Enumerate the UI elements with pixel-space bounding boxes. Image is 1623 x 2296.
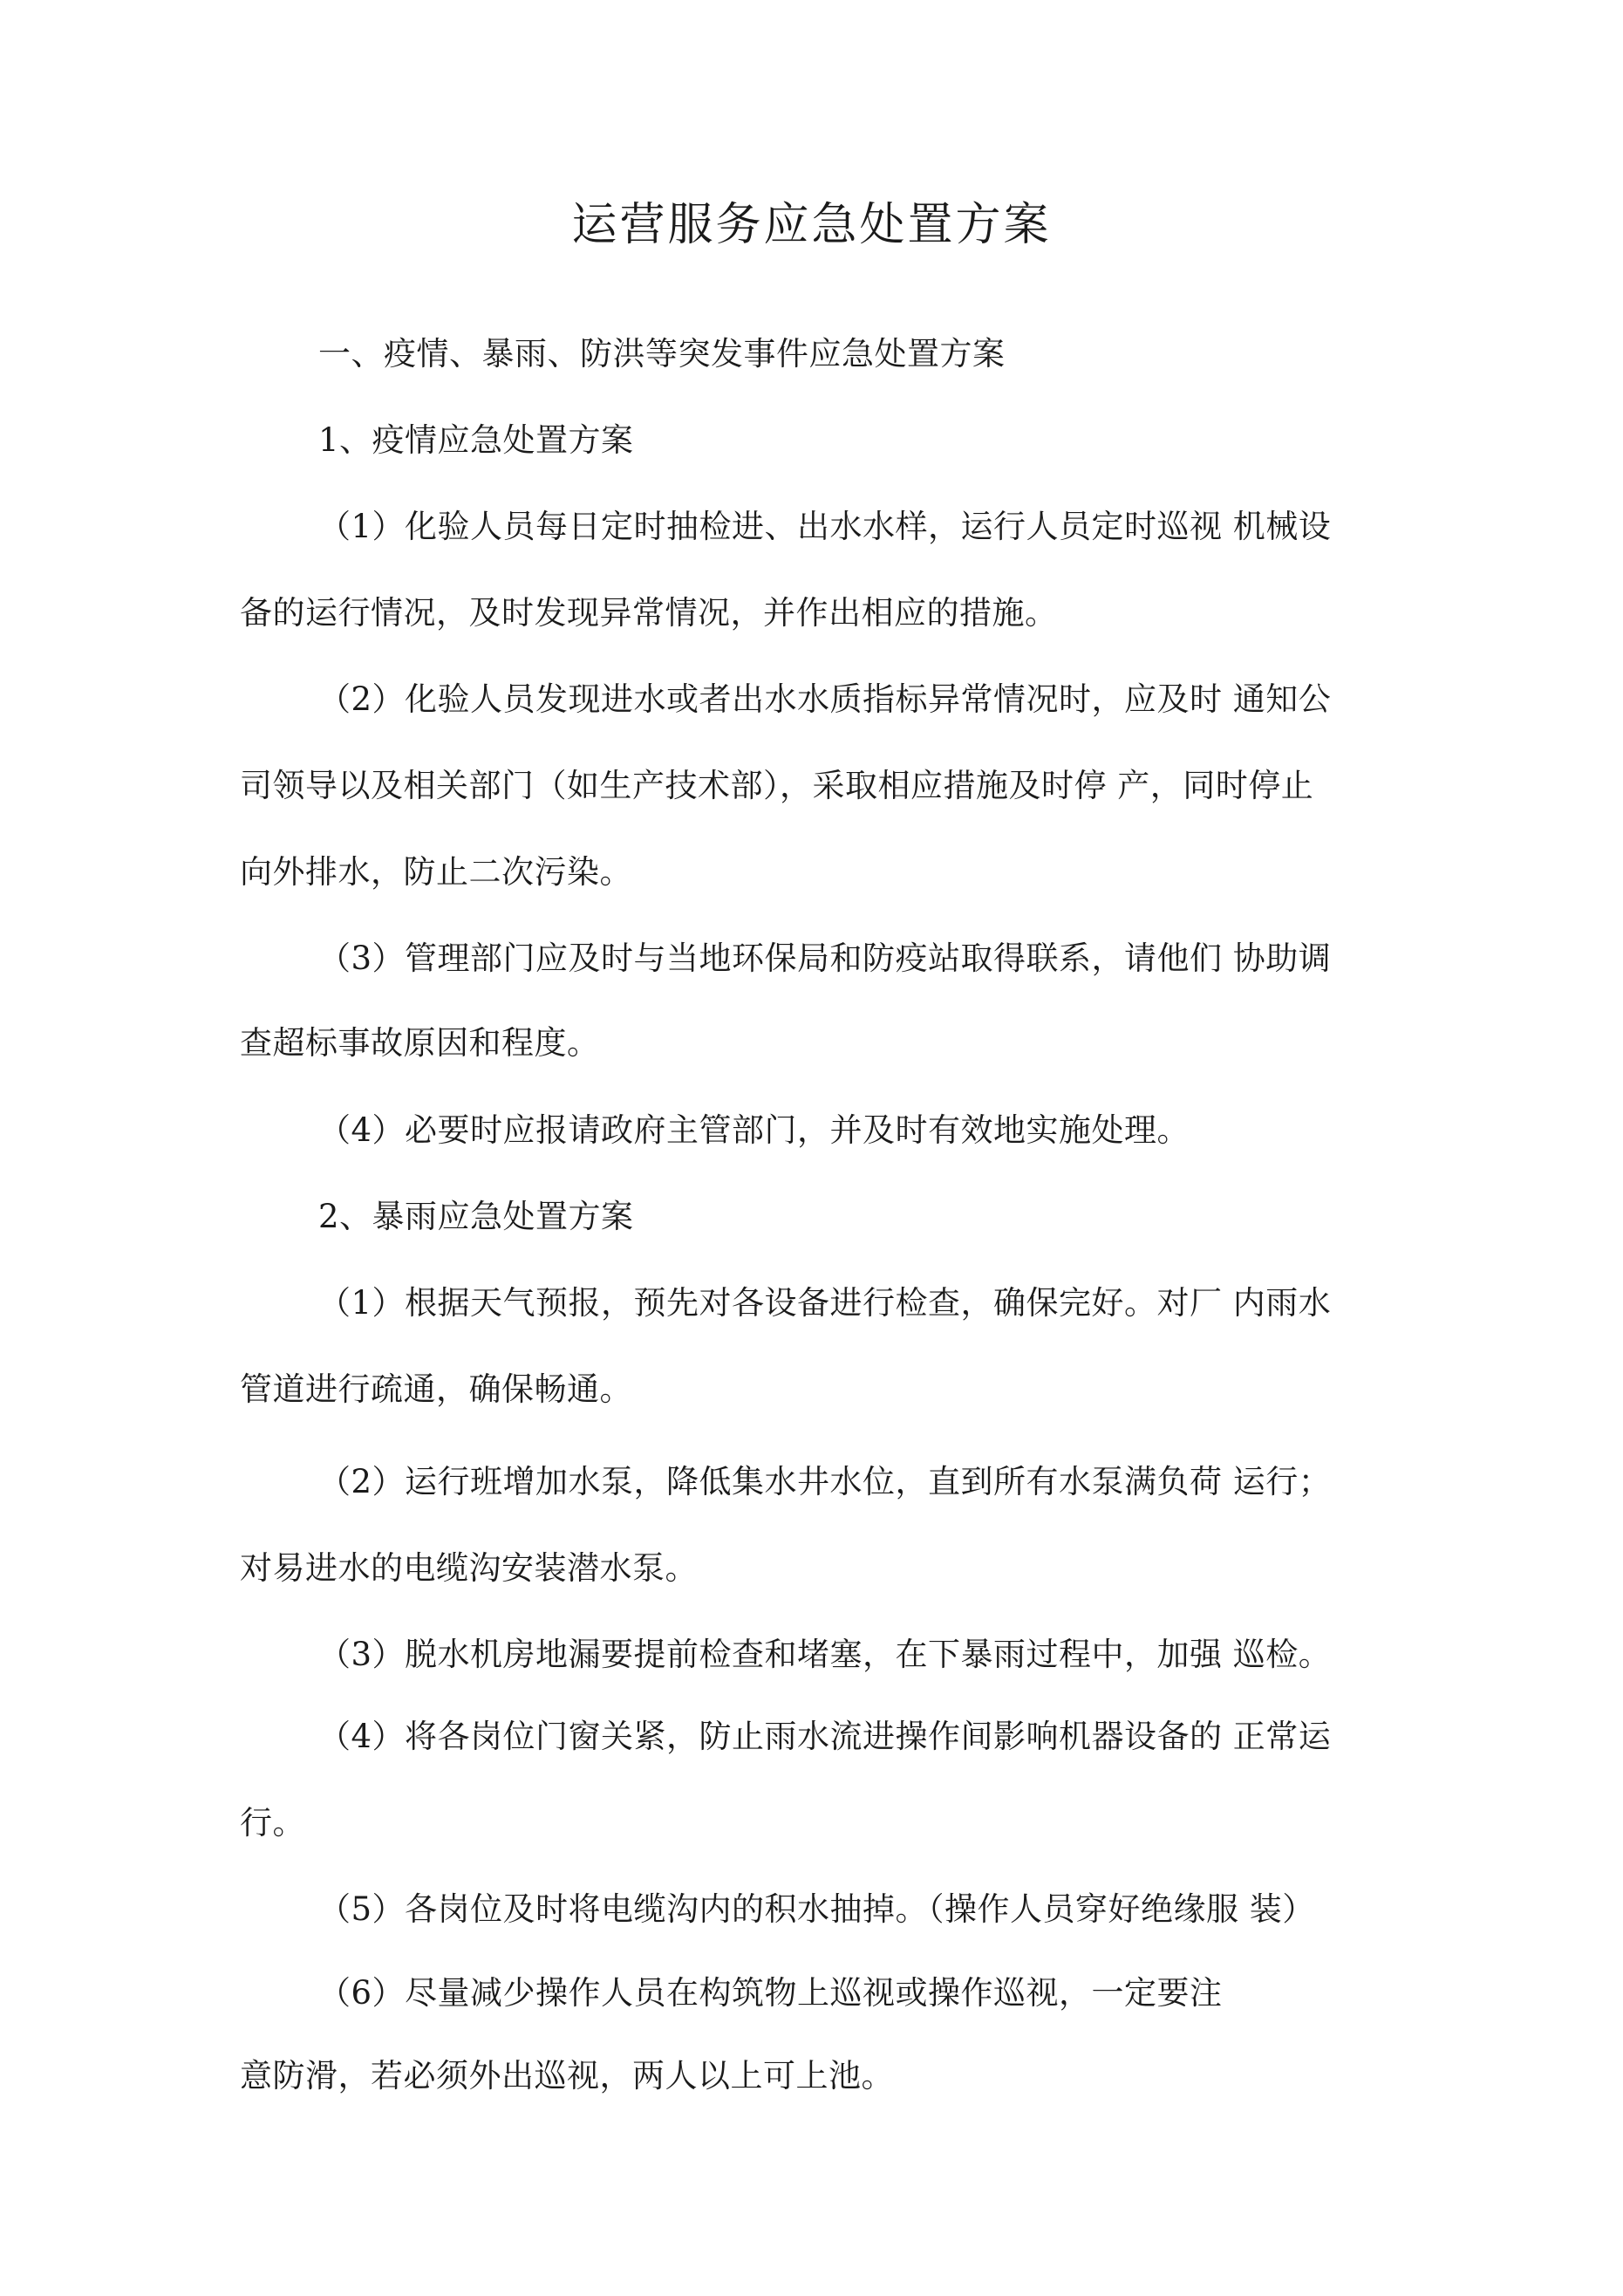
paragraph-line: 对易进水的电缆沟安装潜水泵。: [240, 1549, 698, 1587]
paragraph-line: （2）运行班增加水泵，降低集水井水位，直到所有水泵满负荷 运行；: [318, 1463, 1332, 1500]
paragraph-line: 查超标事故原因和程度。: [240, 1024, 600, 1062]
paragraph-line: 向外排水，防止二次污染。: [240, 853, 632, 891]
section-heading-1: 一、疫情、暴雨、防洪等突发事件应急处置方案: [318, 335, 1006, 372]
paragraph-line: （5）各岗位及时将电缆沟内的积水抽掉。（操作人员穿好绝缘服 装）: [318, 1890, 1315, 1928]
paragraph-line: （2）化验人员发现进水或者出水水质指标异常情况时，应及时 通知公: [318, 680, 1332, 718]
paragraph-line: （1）化验人员每日定时抽检进、出水水样，运行人员定时巡视 机械设: [318, 508, 1332, 545]
paragraph-line: 备的运行情况，及时发现异常情况，并作出相应的措施。: [240, 594, 1058, 632]
paragraph-line: 司领导以及相关部门（如生产技术部），采取相应措施及时停 产，同时停止: [240, 767, 1314, 804]
paragraph-line: （4）必要时应报请政府主管部门，并及时有效地实施处理。: [318, 1111, 1190, 1149]
paragraph-line: （1）根据天气预报，预先对各设备进行检查，确保完好。对厂 内雨水: [318, 1284, 1332, 1322]
paragraph-line: （3）管理部门应及时与当地环保局和防疫站取得联系，请他们 协助调: [318, 940, 1332, 977]
paragraph-line: （3）脱水机房地漏要提前检查和堵塞，在下暴雨过程中，加强 巡检。: [318, 1636, 1332, 1673]
paragraph-line: （6）尽量减少操作人员在构筑物上巡视或操作巡视，一定要注: [318, 1974, 1223, 2012]
paragraph-line: 意防滑，若必须外出巡视，两人以上可上池。: [240, 2057, 894, 2094]
paragraph-line: 管道进行疏通，确保畅通。: [240, 1370, 632, 1408]
paragraph-line: 行。: [240, 1804, 305, 1842]
subsection-heading-epidemic: 1、疫情应急处置方案: [318, 421, 634, 459]
subsection-heading-rainstorm: 2、暴雨应急处置方案: [318, 1198, 634, 1235]
document-title: 运营服务应急处置方案: [571, 199, 1052, 251]
paragraph-line: （4）将各岗位门窗关紧，防止雨水流进操作间影响机器设备的 正常运: [318, 1718, 1332, 1755]
